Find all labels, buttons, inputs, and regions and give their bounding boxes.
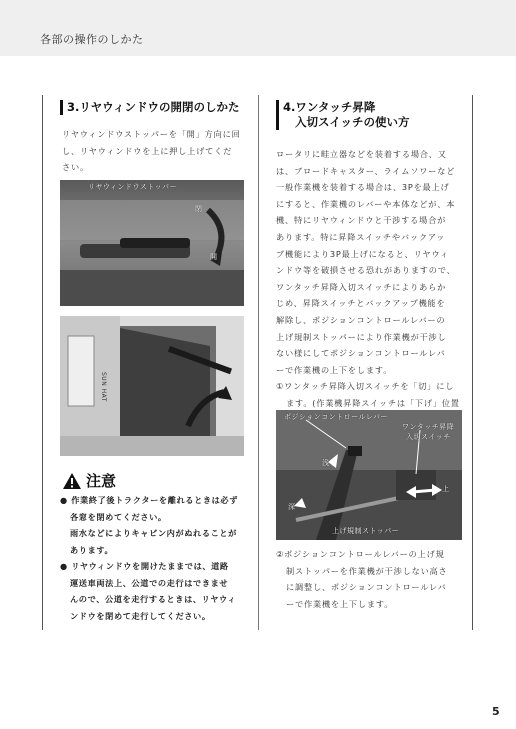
one-touch-paragraph [276,146,462,412]
photo3-label-stopper: 上げ規制ストッパー [332,527,400,535]
caution-bullet-1 [60,492,252,558]
paragraph-line: 一般作業機を装着する場合は、3Pを最上げ [276,182,450,193]
photo3-label-up: 上 [442,485,450,493]
paragraph-line: ワンタッチ昇降入切スイッチによりあらか [276,281,447,292]
photo-window-stopper [60,180,244,306]
paragraph-line: ない様にしてポジションコントロールレバ [276,348,446,359]
paragraph-line: あります。特に昇降スイッチやバックアッ [276,231,446,242]
bullet-line: 作業終了後トラクターを離れるときは必ず [71,495,239,505]
bullet-dot: ● [60,495,72,505]
step2-line: ーで作業機を上下します。 [286,598,394,609]
caution-bullet-2 [60,558,252,624]
bullet-line: リヤウィンドウを開けたままでは、道路 [71,561,229,571]
intro-line: リヤウィンドウストッパーを「開」方向に回 [62,129,241,139]
bullet-line: 雨水などによりキャビン内がぬれることが [70,528,237,539]
step1-line: ます。(作業機昇降スイッチは「下げ」位置 [286,397,460,408]
section-title-line: 4.ワンタッチ昇降 [283,100,376,114]
bullet-dot: ● [60,561,72,571]
paragraph-line: プ機能により3P最上げになると、リヤウィ [276,248,449,259]
step2-line: に調整し、ポジションコントロールレバ [286,582,447,593]
warning-triangle-icon [62,472,82,490]
intro-line: し、リヤウィンドウを上に押し上げてくだ [62,145,233,156]
section-title-line: 入切スイッチの使い方 [295,115,410,129]
photo3-label-switch-1: ワンタッチ昇降 [402,423,455,431]
section-title-one-touch [276,100,410,130]
column-divider [258,95,259,630]
paragraph-line: は、ブロードキャスター、ライムソワーなど [276,165,456,176]
paragraph-line: ーで作業機の上下をします。 [276,364,393,375]
photo1-label-open: 開 [210,253,218,261]
paragraph-line: にすると、作業機のレバーや本体などが、本 [276,198,456,209]
bullet-line: 運送車両法上、公道での走行はできませ [70,577,229,588]
right-border [472,95,473,630]
paragraph-line: ンドウ等を破損させる恐れがありますので、 [276,265,456,276]
cabin-brand-text: SUN HAT [100,372,107,402]
caution-heading [62,470,116,491]
step1-line: ①ワンタッチ昇降入切スイッチを「切」にし [276,381,455,392]
step2-line: ②ポジションコントロールレバーの上げ規 [276,549,445,559]
caution-title: 注意 [86,472,117,490]
photo-cabin-rear [60,316,244,456]
paragraph-line: じめ、昇降スイッチとバックアップ機能を [276,298,446,309]
left-border [42,95,43,630]
bullet-line: ンドウを閉めて走行してください。 [70,610,211,621]
page-header-title: 各部の操作のしかた [40,33,144,46]
section-title-rear-window: 3.リヤウィンドウの開閉のしかた [60,100,239,115]
paragraph-line: 上げ規制ストッパーにより作業機が干渉し [276,331,447,342]
photo3-label-shallow: 浅 [322,459,330,467]
intro-line: さい。 [62,162,89,173]
bullet-line: 各窓を閉めてください。 [70,511,167,522]
rear-window-intro [62,126,250,176]
step2-paragraph [276,546,462,612]
photo3-label-switch-2: 入切スイッチ [406,433,451,441]
photo1-label-close: 閉 [195,205,203,213]
bullet-line: あります。 [70,544,114,555]
photo-position-lever [276,410,462,540]
page-number: 5 [492,705,500,718]
photo1-label-stopper: リヤウィンドウストッパー [88,183,178,191]
paragraph-line: 機、特にリヤウィンドウと干渉する場合が [276,215,447,226]
photo3-label-lever: ポジションコントロールレバー [284,413,388,421]
photo3-label-deep: 深 [288,503,296,511]
paragraph-line: ロータリに畦立器などを装着する場合、又 [276,149,447,159]
cabin-photo-illustration [60,316,244,456]
bullet-line: んので、公道を走行するときは、リヤウィ [70,594,237,605]
step2-line: 制ストッパーを作業機が干渉しない高さ [286,565,448,576]
paragraph-line: 解除し、ポジションコントロールレバーの [276,314,446,325]
stopper-photo-illustration [60,180,244,306]
header-band [0,0,516,56]
